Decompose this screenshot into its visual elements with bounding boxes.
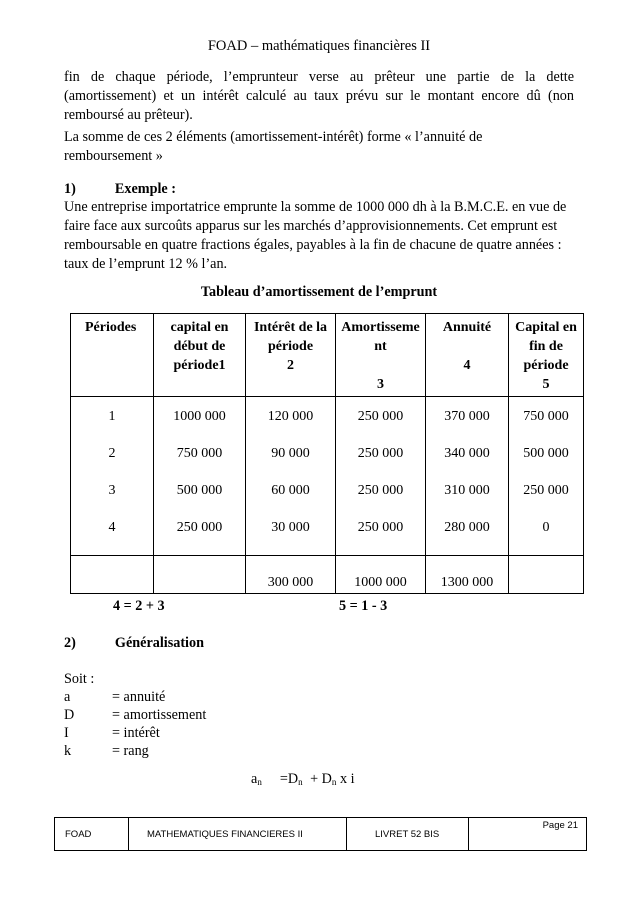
cell: 250 000 [357,483,404,498]
cell: 2 [108,446,116,461]
cell: 500 000 [523,446,569,461]
total-cell [71,556,154,594]
definition-item: D = amortissement [64,707,207,723]
cell: 1000 000 [173,409,226,424]
example-paragraph: Une entreprise importatrice emprunte la somme de 1000 000 dh à la B.M.C.E. en vue de faire face aux surcoûts apparus sur les marchés d’approvisionnements. Cet emprunt est remboursable en quatre fractions égales, payables à la fin de chacune de quatre années : taux de l’emprunt 12 % l’an. [64,199,567,272]
cell: 60 000 [271,483,310,498]
definitions-list [64,688,206,760]
definition-item: a = annuité [64,689,166,705]
footer-org: FOAD [55,818,129,851]
column-capital-fin [509,397,584,556]
cell: 750 000 [176,446,223,461]
column-annuite [426,397,509,556]
soit-label: Soit : [64,671,95,687]
cell: 370 000 [444,409,490,424]
table-totals-row [71,556,584,594]
cell: 250 000 [357,409,404,424]
section-1-title: Exemple : [114,181,176,197]
table-header-row [71,314,584,397]
table-body-row [71,397,584,556]
cell: 250 000 [523,483,569,498]
total-cell [154,556,246,594]
section-2-number: 2) [64,635,76,651]
cell: 280 000 [444,520,490,535]
cell: 1 [108,409,116,424]
column-amortissement [336,397,426,556]
total-annuite: 1300 000 [426,556,509,594]
page-header: FOAD – mathématiques financières II [207,38,431,54]
header-amortissement: Amortisseme nt 3 [336,314,426,397]
cell: 310 000 [444,483,490,498]
section-2-heading [64,634,574,653]
intro-definition: La somme de ces 2 éléments (amortissement-intérêt) forme « l’annuité de remboursement » [64,129,483,164]
total-cell [509,556,584,594]
intro-paragraph: fin de chaque période, l’emprunteur verse au prêteur une partie de la dette (amortissement) et un intérêt calculé au taux prévu sur le montant encore dû (non remboursé au prêteur). [64,69,574,123]
cell: 120 000 [267,409,314,424]
header-interet: Intérêt de la période 2 [246,314,336,397]
cell: 3 [108,483,116,498]
header-annuite: Annuité 4 [426,314,509,397]
amortization-table [70,313,584,594]
total-interet: 300 000 [246,556,336,594]
table-caption: Tableau d’amortissement de l’emprunt [200,284,438,300]
formula-annuity: 4 = 2 + 3 [113,598,165,614]
section-2-title: Généralisation [114,635,204,651]
column-periodes [71,397,154,556]
cell: 500 000 [176,483,223,498]
total-amortissement: 1000 000 [336,556,426,594]
header-periodes: Périodes [71,314,154,397]
definition-item: k = rang [64,743,149,759]
header-capital-debut: capital en début de période1 [154,314,246,397]
equation: $a_n =D_n + D_n$ x i [251,771,355,787]
section-1-heading [64,180,574,199]
footer-page-cell [469,818,587,851]
footer-booklet: LIVRET 52 BIS [347,818,469,851]
page-number: Page 21 [542,820,578,831]
column-capital-debut [154,397,246,556]
cell: 750 000 [523,409,569,424]
page-footer [54,817,587,851]
cell: 250 000 [176,520,223,535]
definition-item: I = intérêt [64,725,160,741]
formula-capital: 5 = 1 - 3 [339,598,388,614]
cell: 340 000 [444,446,490,461]
footer-course: MATHEMATIQUES FINANCIERES II [129,818,347,851]
section-1-number: 1) [64,181,76,197]
cell: 0 [542,520,550,535]
cell: 90 000 [271,446,310,461]
cell: 250 000 [357,446,404,461]
cell: 4 [108,520,116,535]
column-interet [246,397,336,556]
cell: 250 000 [357,520,404,535]
header-capital-fin: Capital en fin de période 5 [509,314,584,397]
cell: 30 000 [271,520,310,535]
